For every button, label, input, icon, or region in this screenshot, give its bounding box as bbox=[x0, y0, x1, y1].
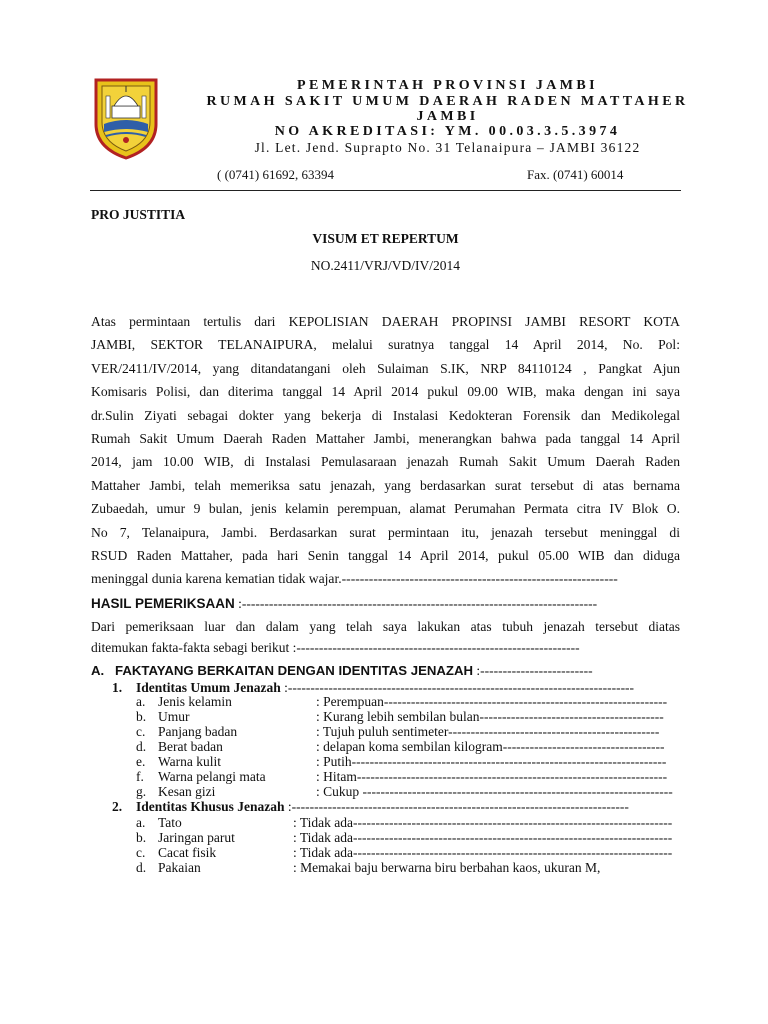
section-a-tail: :------------------------- bbox=[473, 663, 593, 678]
subsection-1-tail: :----------------------------------------------------------------------------- bbox=[280, 680, 635, 695]
row-letter: a. bbox=[136, 694, 146, 709]
letterhead-address: Jl. Let. Jend. Suprapto No. 31 Telanaipura – JAMBI 36122 bbox=[254, 140, 641, 155]
row-value: : Memakai baju berwarna biru berbahan kaos, ukuran M, bbox=[293, 860, 601, 875]
row-label: Panjang badan bbox=[158, 724, 238, 739]
paragraph-line: Mattaher Jambi, telah memeriksa satu jenazah, yang berdasarkan surat tersebut di atas bernama bbox=[91, 477, 680, 493]
row-letter: a. bbox=[136, 815, 146, 830]
row-label: Warna pelangi mata bbox=[158, 769, 266, 784]
row-label: Kesan gizi bbox=[158, 784, 216, 799]
letterhead-government: PEMERINTAH PROVINSI JAMBI bbox=[297, 78, 598, 93]
row-value: : Tidak ada----------------------------------------------------------------------- bbox=[293, 815, 673, 830]
paragraph-line: Rumah Sakit Umum Daerah Raden Mattaher Jambi, menerangkan bahwa pada tanggal 14 April bbox=[91, 431, 680, 447]
paragraph-line: VER/2411/IV/2014, yang ditandatangani oleh Sulaiman S.IK, NRP 84110124 , Pangkat Ajun bbox=[91, 360, 680, 376]
row-value: : Tujuh puluh sentimeter----------------------------------------------- bbox=[316, 724, 660, 739]
paragraph-line: dr.Sulin Ziyati sebagai dokter yang bekerja di Instalasi Kedokteran Forensik dan Medikolegal bbox=[91, 407, 680, 423]
subsection-1-title: Identitas Umum Jenazah bbox=[136, 680, 281, 695]
subsection-2-tail: :--------------------------------------------------------------------------- bbox=[284, 799, 629, 814]
row-label: Warna kulit bbox=[158, 754, 222, 769]
subsection-1-number: 1. bbox=[112, 680, 123, 695]
row-value: : Cukup --------------------------------------------------------------------- bbox=[316, 784, 673, 799]
hasil-intro-line: Dari pemeriksaan luar dan dalam yang telah saya lakukan atas tubuh jenazah tersebut diatas bbox=[91, 619, 680, 634]
row-letter: e. bbox=[136, 754, 146, 769]
letterhead-city: JAMBI bbox=[416, 109, 479, 124]
row-letter: b. bbox=[136, 830, 147, 845]
pro-justitia-label: PRO JUSTITIA bbox=[91, 207, 186, 222]
document-title: VISUM ET REPERTUM bbox=[312, 231, 459, 246]
row-letter: d. bbox=[136, 739, 147, 754]
hasil-heading bbox=[91, 596, 681, 612]
paragraph-line: Zubaedah, umur 9 bulan, jenis kelamin perempuan, alamat Perumahan Permata citra IV Blok O. bbox=[91, 501, 680, 517]
paragraph-line: Komisaris Polisi, dan diterima tanggal 14 April 2014 pukul 09.00 WIB, maka dengan ini saya bbox=[91, 384, 680, 400]
paragraph-line: RSUD Raden Mattaher, pada hari Senin tanggal 14 April 2014, pukul 05.00 WIB dan diduga bbox=[91, 548, 680, 564]
row-value: : Kurang lebih sembilan bulan----------------------------------------- bbox=[316, 709, 664, 724]
letterhead-hospital: RUMAH SAKIT UMUM DAERAH RADEN MATTAHER bbox=[206, 94, 689, 109]
paragraph-line: meninggal dunia karena kematian tidak wajar.------------------------------------------------------------- bbox=[91, 571, 618, 587]
row-letter: c. bbox=[136, 845, 146, 860]
row-letter: g. bbox=[136, 784, 147, 799]
row-label: Jenis kelamin bbox=[158, 694, 232, 709]
row-label: Jaringan parut bbox=[158, 830, 235, 845]
section-a-title: FAKTAYANG BERKAITAN DENGAN IDENTITAS JENAZAH bbox=[115, 663, 474, 678]
row-value: : delapan koma sembilan kilogram------------------------------------ bbox=[316, 739, 665, 754]
row-value: : Perempuan--------------------------------------------------------------- bbox=[316, 694, 668, 709]
row-label: Cacat fisik bbox=[158, 845, 217, 860]
section-a-label: A. bbox=[91, 663, 105, 678]
row-label: Pakaian bbox=[158, 860, 201, 875]
row-value: : Hitam--------------------------------------------------------------------- bbox=[316, 769, 668, 784]
document-number: NO.2411/VRJ/VD/IV/2014 bbox=[310, 258, 461, 273]
hasil-heading-tail: :------------------------------------------------------------------------------- bbox=[234, 596, 598, 611]
row-value: : Tidak ada----------------------------------------------------------------------- bbox=[293, 830, 673, 845]
row-label: Berat badan bbox=[158, 739, 223, 754]
jambi-province-emblem-icon bbox=[92, 76, 160, 160]
paragraph-line: Atas permintaan tertulis dari KEPOLISIAN DAERAH PROPINSI JAMBI RESORT KOTA bbox=[91, 314, 680, 329]
letterhead-phone: ( (0741) 61692, 63394 bbox=[217, 167, 334, 182]
row-value: : Tidak ada----------------------------------------------------------------------- bbox=[293, 845, 673, 860]
row-letter: d. bbox=[136, 860, 147, 875]
narrative-paragraph bbox=[91, 310, 680, 591]
paragraph-line: JAMBI, SEKTOR TELANAIPURA, melalui suratnya tanggal 14 April 2014, No. Pol: bbox=[91, 337, 680, 353]
hasil-intro bbox=[91, 616, 680, 658]
letterhead-fax: Fax. (0741) 60014 bbox=[527, 167, 624, 182]
row-label: Umur bbox=[158, 709, 190, 724]
hasil-heading-label: HASIL PEMERIKSAAN bbox=[91, 596, 235, 611]
subsection-2-number: 2. bbox=[112, 799, 123, 814]
row-label: Tato bbox=[158, 815, 182, 830]
letterhead-accreditation: NO AKREDITASI: YM. 00.03.3.5.3974 bbox=[274, 124, 621, 139]
section-a-heading bbox=[91, 663, 681, 679]
paragraph-line: No 7, Telanaipura, Jambi. Berdasarkan surat permintaan itu, jenazah tersebut meninggal di bbox=[91, 524, 680, 540]
letterhead-divider bbox=[90, 190, 681, 191]
row-letter: f. bbox=[136, 769, 144, 784]
hasil-intro-line: ditemukan fakta-fakta sebagi berikut :--------------------------------------------------------------- bbox=[91, 640, 580, 655]
subsection-2-title: Identitas Khusus Jenazah bbox=[136, 799, 285, 814]
row-letter: b. bbox=[136, 709, 147, 724]
row-letter: c. bbox=[136, 724, 146, 739]
row-value: : Putih---------------------------------------------------------------------- bbox=[316, 754, 667, 769]
subsection-2-heading bbox=[112, 799, 680, 815]
paragraph-line: 2014, jam 10.00 WIB, di Instalasi Pemulasaraan jenazah Rumah Sakit Umum Daerah Raden bbox=[91, 454, 680, 470]
